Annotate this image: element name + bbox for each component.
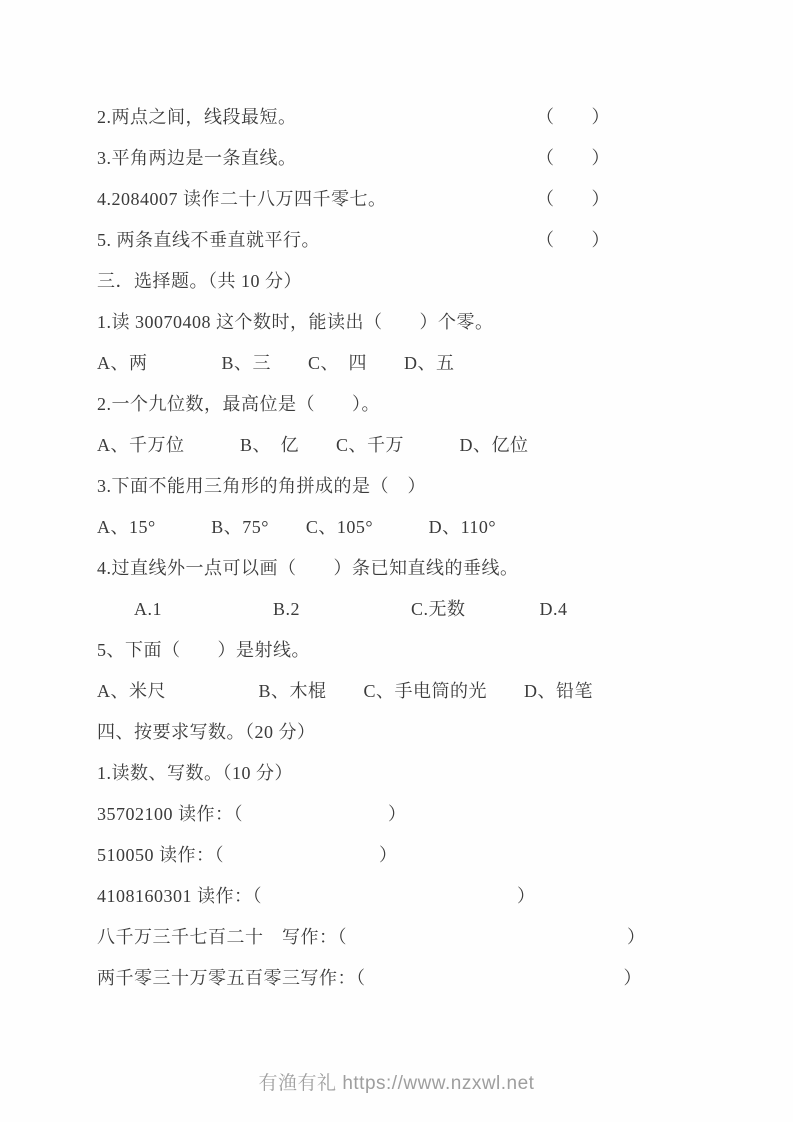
- choice-stem: 4.过直线外一点可以画（ ）条已知直线的垂线。: [97, 557, 519, 578]
- judge-item: [97, 136, 763, 177]
- exam-content: [97, 95, 763, 997]
- answer-blank: [347, 935, 627, 936]
- answer-blank: [224, 853, 379, 854]
- choice-stem: 2.一个九位数，最高位是（ ）。: [97, 393, 380, 414]
- answer-parens: （ ）: [536, 188, 610, 209]
- choice-options: A、千万位 B、 亿 C、千万 D、亿位: [97, 434, 529, 455]
- judge-item: [97, 177, 763, 218]
- watermark-text: 有渔有礼 https://www.nzxwl.net: [258, 1073, 535, 1094]
- choice-options: A、米尺 B、木棍 C、手电筒的光 D、铅笔: [97, 680, 594, 701]
- answer-blank: [262, 894, 517, 895]
- write-section-title: 四、按要求写数。（20 分）: [97, 721, 316, 742]
- judge-stem: 2.两点之间，线段最短。: [97, 106, 297, 127]
- choice-stem: 3.下面不能用三角形的角拼成的是（ ）: [97, 475, 426, 496]
- close-paren: ）: [623, 967, 642, 988]
- write-item: [97, 874, 763, 915]
- judge-item: [97, 95, 763, 136]
- write-item: [97, 915, 763, 956]
- judge-stem: 5. 两条直线不垂直就平行。: [97, 229, 320, 250]
- choice-options: A.1 B.2 C.无数 D.4: [97, 598, 568, 619]
- judge-stem: 3.平角两边是一条直线。: [97, 147, 297, 168]
- choice-stem: 1.读 30070408 这个数时，能读出（ ）个零。: [97, 311, 494, 332]
- choice-options: A、两 B、三 C、 四 D、五: [97, 352, 455, 373]
- answer-parens: （ ）: [536, 147, 610, 168]
- close-paren: ）: [388, 803, 407, 824]
- close-paren: ）: [517, 885, 536, 906]
- write-label: 4108160301 读作：（: [97, 885, 262, 906]
- answer-parens: （ ）: [536, 229, 610, 250]
- close-paren: ）: [627, 926, 646, 947]
- write-label: 510050 读作：（: [97, 844, 224, 865]
- write-item: [97, 956, 763, 997]
- answer-blank: [243, 812, 388, 813]
- choice-section-title: 三．选择题。（共 10 分）: [97, 270, 302, 291]
- judge-stem: 4.2084007 读作二十八万四千零七。: [97, 188, 387, 209]
- write-item: [97, 833, 763, 874]
- write-section-subtitle: 1.读数、写数。（10 分）: [97, 762, 293, 783]
- write-item: [97, 792, 763, 833]
- write-label: 35702100 读作：（: [97, 803, 243, 824]
- answer-parens: （ ）: [536, 106, 610, 127]
- judge-item: [97, 218, 763, 259]
- write-label: 两千零三十万零五百零三写作：（: [97, 967, 366, 988]
- answer-blank: [366, 976, 624, 977]
- write-label: 八千万三千七百二十 写作：（: [97, 926, 347, 947]
- close-paren: ）: [379, 844, 398, 865]
- choice-stem: 5、下面（ ）是射线。: [97, 639, 310, 660]
- watermark-footer: [0, 1068, 793, 1095]
- choice-options: A、15° B、75° C、105° D、110°: [97, 516, 497, 537]
